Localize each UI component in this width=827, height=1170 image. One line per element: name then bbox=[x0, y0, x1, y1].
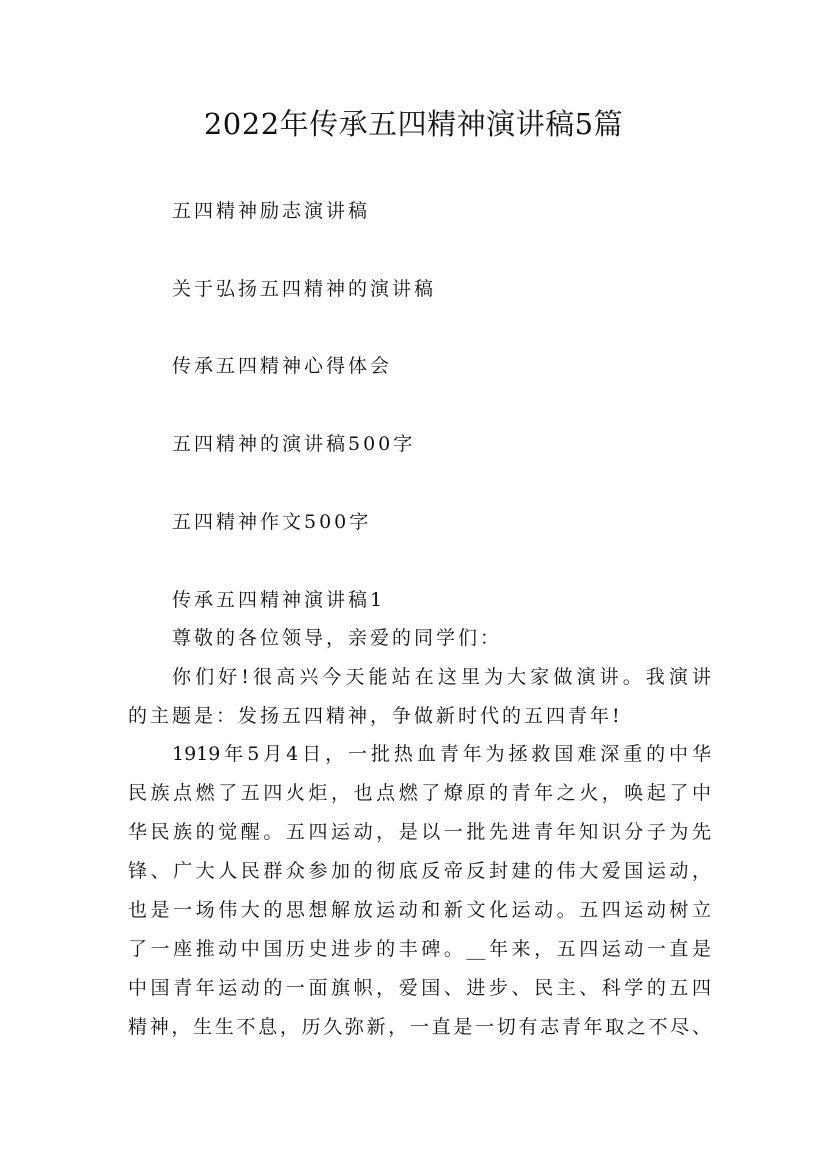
paragraph-line: 1919年5月4日，一批热血青年为拯救国难深重的中华 bbox=[172, 743, 711, 765]
paragraph-line: 中国青年运动的一面旗帜，爱国、进步、民主、科学的五四 bbox=[128, 977, 711, 999]
toc-item: 传承五四精神心得体会 bbox=[172, 355, 393, 377]
salutation: 尊敬的各位领导，亲爱的同学们： bbox=[172, 627, 503, 649]
paragraph-line: 精神，生生不息，历久弥新，一直是一切有志青年取之不尽、 bbox=[128, 1016, 711, 1038]
paragraph-line: 华民族的觉醒。五四运动，是以一批先进青年知识分子为先 bbox=[128, 821, 711, 843]
paragraph-line: 锋、广大人民群众参加的彻底反帝反封建的伟大爱国运动， bbox=[128, 860, 711, 882]
paragraph-line: 民族点燃了五四火炬，也点燃了燎原的青年之火，唤起了中 bbox=[128, 782, 711, 804]
toc-item: 关于弘扬五四精神的演讲稿 bbox=[172, 278, 437, 300]
paragraph-line: 的主题是：发扬五四精神，争做新时代的五四青年! bbox=[128, 705, 623, 727]
section-heading: 传承五四精神演讲稿1 bbox=[172, 589, 386, 611]
toc-item: 五四精神励志演讲稿 bbox=[172, 200, 371, 222]
paragraph-line: 了一座推动中国历史进步的丰碑。__年来，五四运动一直是 bbox=[128, 938, 711, 960]
toc-item: 五四精神作文500字 bbox=[172, 511, 372, 533]
paragraph-line: 你们好!很高兴今天能站在这里为大家做演讲。我演讲 bbox=[172, 666, 711, 688]
paragraph-line: 也是一场伟大的思想解放运动和新文化运动。五四运动树立 bbox=[128, 899, 711, 921]
document-title: 2022年传承五四精神演讲稿5篇 bbox=[203, 107, 624, 141]
toc-item: 五四精神的演讲稿500字 bbox=[172, 433, 416, 455]
